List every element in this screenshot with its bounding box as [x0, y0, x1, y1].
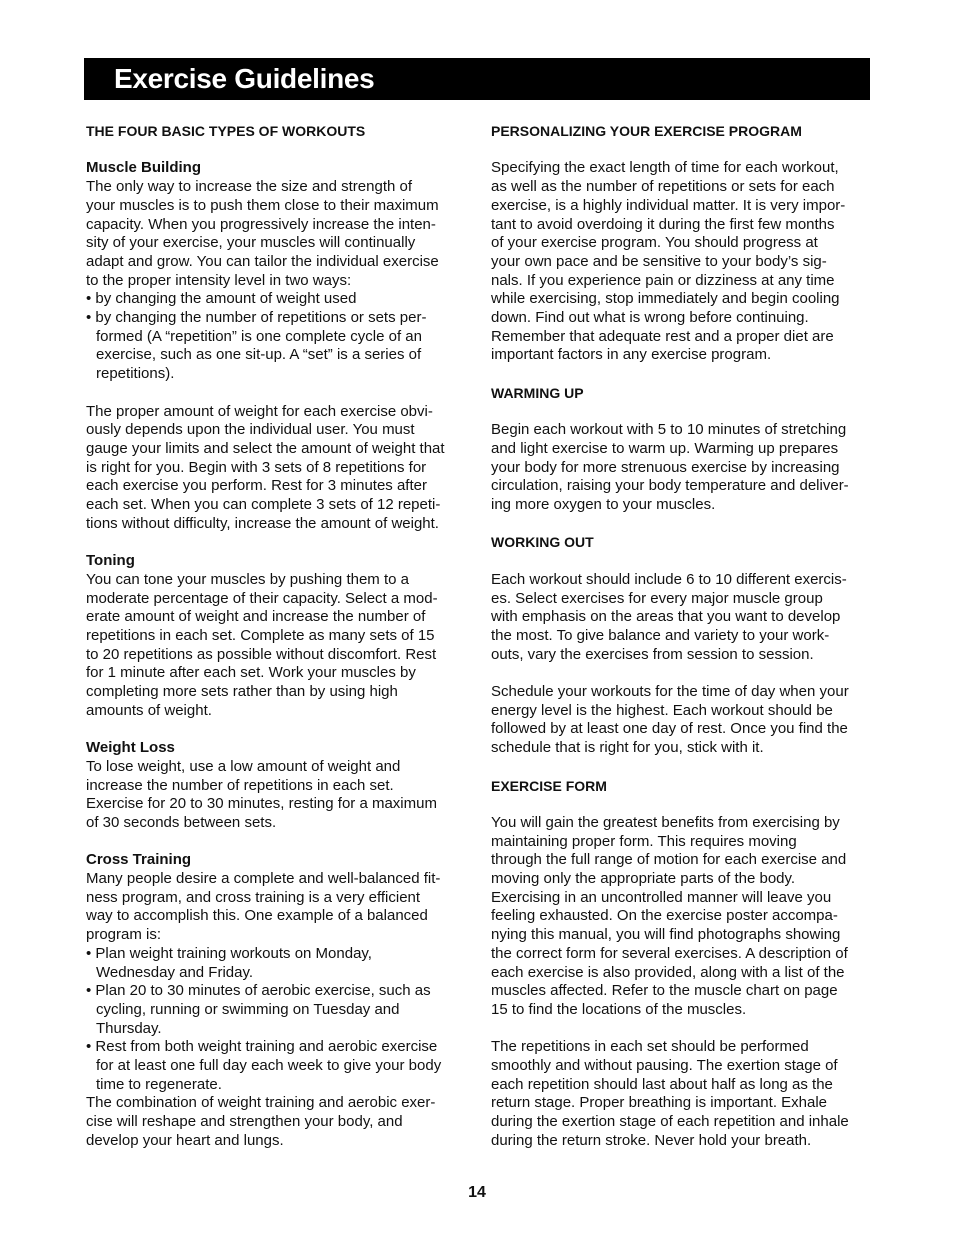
text-line: outs, vary the exercises from session to session. [491, 645, 814, 663]
bullet-item: • Rest from both weight training and aerobic exercise [86, 1038, 438, 1056]
text-line: for at least one full day each week to give your body [96, 1057, 442, 1075]
text-line: circulation, raising your body temperature and deliver- [491, 477, 849, 495]
spacer [491, 1020, 871, 1039]
text-line: your own pace and be sensitive to your body’s sig- [491, 252, 827, 270]
text-line: each exercise is also provided, along with a list of the [491, 963, 845, 981]
spacer [491, 795, 871, 814]
text-line: muscles affected. Refer to the muscle chart on page [491, 982, 838, 1000]
text-line: erate amount of weight and increase the number of [86, 608, 426, 626]
text-line: the most. To give balance and variety to your work- [491, 626, 830, 644]
text-line: Thursday. [96, 1019, 162, 1037]
text-line: and light exercise to warm up. Warming up prepares [491, 439, 839, 457]
text-line: The combination of weight training and aerobic exer- [86, 1094, 436, 1112]
spacer [491, 141, 871, 160]
text-line: Exercise for 20 to 30 minutes, resting for a maximum [86, 795, 437, 813]
text-line: gauge your limits and select the amount of weight that [86, 439, 445, 457]
spacer [86, 384, 468, 403]
text-line: each exercise you perform. Rest for 3 minutes after [86, 477, 427, 495]
text-line: Each workout should include 6 to 10 different exercis- [491, 570, 847, 588]
section-heading: WARMING UP [491, 384, 584, 401]
text-line: the correct form for several exercises. A description of [491, 944, 848, 962]
bullet-item: • Plan 20 to 30 minutes of aerobic exercise, such as [86, 982, 431, 1000]
text-line: es. Select exercises for every major muscle group [491, 589, 823, 607]
text-line: for 1 minute after each set. Work your muscles by [86, 664, 416, 682]
text-line: cycling, running or swimming on Tuesday and [96, 1000, 400, 1018]
text-line: nals. If you experience pain or dizziness at any time [491, 271, 835, 289]
text-line: while exercising, stop immediately and begin cooling [491, 290, 840, 308]
text-line: cise will reshape and strengthen your body, and [86, 1113, 403, 1131]
spacer [86, 533, 468, 552]
text-line: develop your heart and lungs. [86, 1131, 284, 1149]
text-line: completing more sets rather than by using high [86, 683, 398, 701]
text-line: tions without difficulty, increase the amount of weight. [86, 514, 439, 532]
spacer [491, 365, 871, 384]
text-line: increase the number of repetitions in each set. [86, 776, 394, 794]
bullet-item: • Plan weight training workouts on Monday, [86, 944, 372, 962]
text-line: during the exertion stage of each repetition and inhale [491, 1113, 849, 1131]
subsection-heading: Weight Loss [86, 739, 175, 757]
text-line: return stage. Proper breathing is important. Exhale [491, 1094, 828, 1112]
right-column [491, 122, 871, 1151]
page-title: Exercise Guidelines [114, 63, 375, 94]
spacer [491, 403, 871, 422]
text-line: with emphasis on the areas that you want to develop [491, 608, 841, 626]
text-line: sity of your exercise, your muscles will continually [86, 234, 416, 252]
text-line: important factors in any exercise program. [491, 346, 772, 364]
text-line: ously depends upon the individual user. You must [86, 421, 415, 439]
text-line: formed (A “repetition” is one complete cycle of an [96, 327, 422, 345]
text-line: of your exercise program. You should progress at [491, 234, 818, 252]
section-heading: EXERCISE FORM [491, 777, 607, 794]
subsection-heading: Muscle Building [86, 159, 202, 177]
left-column [86, 122, 468, 1151]
text-line: exercise, such as one sit-up. A “set” is a series of [96, 346, 422, 364]
text-line: your body for more strenuous exercise by increasing [491, 458, 840, 476]
subsection-heading: Toning [86, 552, 135, 570]
text-line: ing more oxygen to your muscles. [491, 496, 716, 514]
page-number: 14 [468, 1184, 486, 1201]
text-line: exercise, is a highly individual matter. It is very impor- [491, 196, 846, 214]
text-line: You can tone your muscles by pushing them to a [86, 570, 409, 588]
text-line: Many people desire a complete and well-balanced fit- [86, 870, 441, 888]
text-line: program is: [86, 926, 162, 944]
spacer [86, 720, 468, 739]
spacer [491, 552, 871, 571]
text-line: You will gain the greatest benefits from exercising by [491, 813, 840, 831]
section-heading: PERSONALIZING YOUR EXERCISE PROGRAM [491, 123, 802, 139]
text-line: nying this manual, you will find photographs showing [491, 926, 841, 944]
text-line: adapt and grow. You can tailor the individual exercise [86, 252, 439, 270]
spacer [86, 833, 468, 852]
text-line: moving only the appropriate parts of the body. [491, 870, 796, 887]
text-line: Schedule your workouts for the time of day when your [491, 683, 849, 700]
text-line: To lose weight, use a low amount of weight and [86, 757, 401, 775]
text-line: Remember that adequate rest and a proper diet are [491, 327, 834, 345]
text-line: tant to avoid overdoing it during the first few months [491, 215, 835, 233]
text-line: Exercising in an uncontrolled manner will leave you [491, 888, 832, 906]
text-line: followed by at least one day of rest. Once you find the [491, 720, 848, 738]
spacer [86, 141, 468, 160]
text-line: Specifying the exact length of time for each workout, [491, 159, 839, 177]
text-line: is right for you. Begin with 3 sets of 8 repetitions for [86, 458, 427, 476]
text-line: repetitions). [96, 365, 175, 383]
text-line: your muscles is to push them close to their maximum [86, 196, 439, 214]
title-bar [84, 58, 870, 100]
text-line: 15 to find the locations of the muscles. [491, 1000, 747, 1018]
spacer [491, 664, 871, 683]
text-line: Wednesday and Friday. [96, 963, 254, 981]
text-line: maintaining proper form. This requires moving [491, 832, 797, 850]
text-line: ness program, and cross training is a very efficient [86, 888, 421, 906]
text-line: The only way to increase the size and strength of [86, 178, 413, 196]
text-line: energy level is the highest. Each workout should be [491, 701, 833, 719]
text-line: amounts of weight. [86, 701, 212, 719]
text-line: time to regenerate. [96, 1075, 222, 1093]
text-line: Begin each workout with 5 to 10 minutes of stretching [491, 421, 847, 439]
text-line: down. Find out what is wrong before continuing. [491, 309, 809, 327]
text-line: feeling exhausted. On the exercise poster accompa- [491, 907, 838, 925]
text-line: moderate percentage of their capacity. Select a mod- [86, 589, 438, 607]
spacer [491, 515, 871, 534]
spacer [491, 758, 871, 777]
text-line: The proper amount of weight for each exercise obvi- [86, 402, 433, 420]
section-heading: THE FOUR BASIC TYPES OF WORKOUTS [86, 123, 366, 139]
bullet-item: • by changing the number of repetitions or sets per- [86, 309, 427, 327]
text-line: capacity. When you progressively increase the inten- [86, 215, 436, 233]
text-line: during the return stroke. Never hold your breath. [491, 1131, 812, 1149]
text-line: as well as the number of repetitions or sets for each [491, 178, 835, 196]
subsection-heading: Cross Training [86, 851, 192, 869]
text-line: The repetitions in each set should be performed [491, 1038, 809, 1056]
text-line: smoothly and without pausing. The exertion stage of [491, 1057, 838, 1075]
text-line: repetitions in each set. Complete as many sets of 15 [86, 626, 435, 644]
text-line: way to accomplish this. One example of a balanced [86, 907, 428, 925]
text-line: schedule that is right for you, stick with it. [491, 739, 764, 757]
text-line: through the full range of motion for each exercise and [491, 851, 847, 869]
text-line: each repetition should last about half as long as the [491, 1075, 833, 1093]
section-heading: WORKING OUT [491, 534, 594, 551]
text-line: each set. When you can complete 3 sets of 12 repeti- [86, 496, 441, 514]
bullet-item: • by changing the amount of weight used [86, 290, 357, 308]
text-line: of 30 seconds between sets. [86, 813, 277, 831]
text-line: to 20 repetitions as possible without discomfort. Rest [86, 645, 437, 663]
text-line: to the proper intensity level in two ways: [86, 271, 352, 289]
